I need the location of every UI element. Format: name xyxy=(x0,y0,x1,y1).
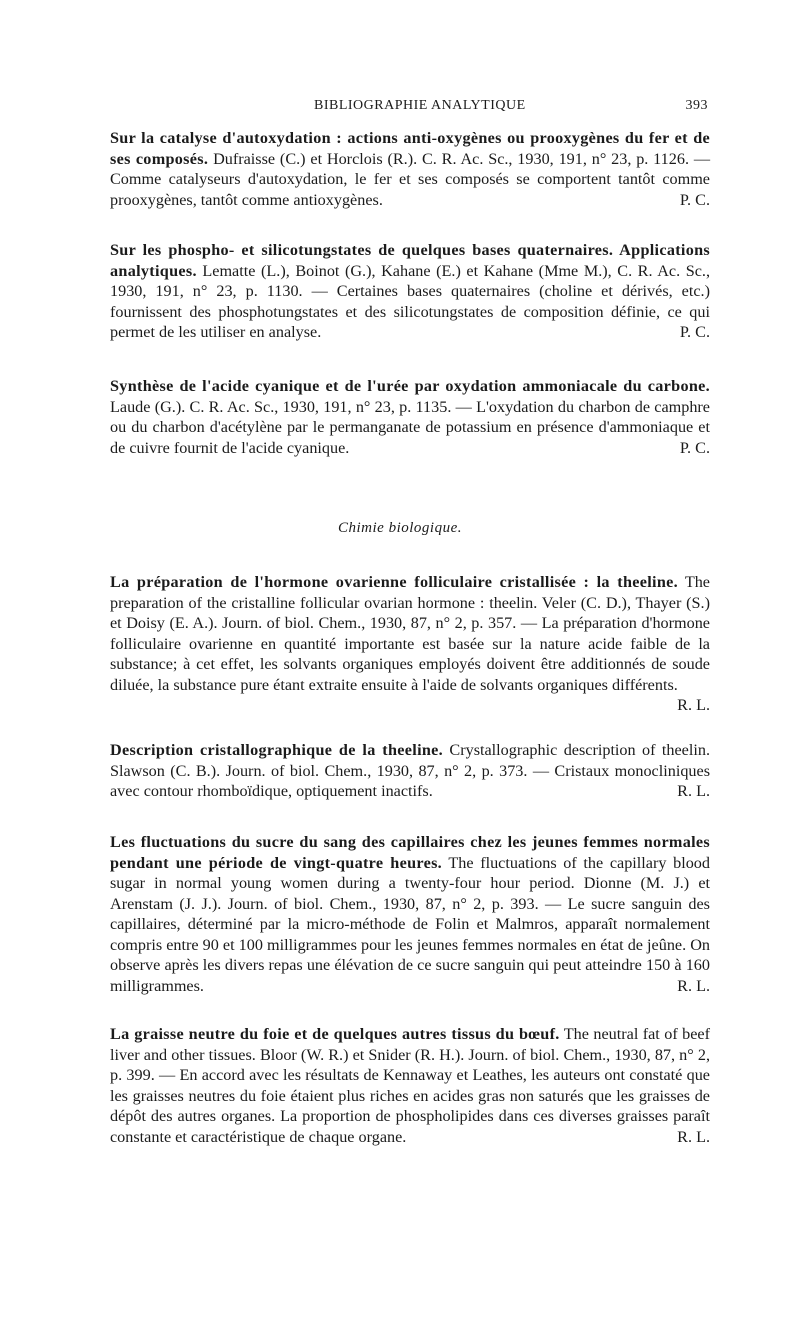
entry-signature: R. L. xyxy=(677,976,710,995)
abstract-entry-theeline-preparation xyxy=(110,572,710,716)
entry-body: The preparation of the cristalline follicular ovarian hormone : theelin. Veler (C. D.), Thayer (S.) et Doisy (E. A.). Journ. of biol. Chem., 1930, 87, n° 2, p. 357. — La préparation d'hormone folliculaire ovarienne en quantité importante est basée sur la nature acide faible de la substance; à cet effet, les solvants organiques employés doivent être additionnés de soude diluée, la substance pure étant extraite ensuite à l'aide de solvants organiques différents. xyxy=(110,573,710,694)
running-header xyxy=(110,98,708,118)
entry-heading: La graisse neutre du foie et de quelques autres tissus du bœuf. xyxy=(110,1025,560,1043)
entry-signature: R. L. xyxy=(677,782,710,800)
abstract-entry-theeline-cristallo xyxy=(110,740,710,802)
entry-signature: P. C. xyxy=(679,438,710,457)
abstract-entry-phosphotungstates xyxy=(110,240,710,343)
entry-body: Dufraisse (C.) et Horclois (R.). C. R. Ac. Sc., 1930, 191, n° 23, p. 1126. — Comme catalyseurs d'autoxydation, le fer et ses composés se comportent tantôt comme prooxygènes, tantôt comme antioxygènes. xyxy=(110,149,711,209)
abstract-entry-catalyse xyxy=(110,128,710,210)
entry-heading: Description cristallographique de la theeline. xyxy=(110,741,443,759)
entry-body: Laude (G.). C. R. Ac. Sc., 1930, 191, n° 23, p. 1135. — L'oxydation du charbon de camphre ou du charbon d'acétylène par le permanganate de potassium en présence d'ammoniaque et de cuivre fournit de l'acide cyanique. xyxy=(110,397,710,457)
abstract-entry-acide-cyanique xyxy=(110,376,710,458)
entry-signature: R. L. xyxy=(677,1127,710,1146)
entry-body: Lematte (L.), Boinot (G.), Kahane (E.) et Kahane (Mme M.), C. R. Ac. Sc., 1930, 191, n° 23, p. 1130. — Certaines bases quaternaires (choline et dérivés, etc.) fournissent des phosphotungstates et des silicotungstates de composition définie, ce qui permet de les utiliser en analyse. xyxy=(110,261,710,341)
entry-signature: P. C. xyxy=(679,190,710,209)
entry-heading: Sur les phospho- et silicotungstates de quelques bases quaternaires. Applications analytiques. xyxy=(110,241,710,280)
running-title: BIBLIOGRAPHIE ANALYTIQUE xyxy=(314,98,526,113)
entry-heading: Sur la catalyse d'autoxydation : actions anti-oxygènes ou prooxygènes du fer et de ses composés. xyxy=(110,129,710,168)
entry-heading: Synthèse de l'acide cyanique et de l'urée par oxydation ammoniacale du carbone. xyxy=(110,377,710,395)
entry-heading: La préparation de l'hormone ovarienne folliculaire cristallisée : la theeline. xyxy=(110,573,678,591)
entry-body: Crystallographic description of theelin. Slawson (C. B.). Journ. of biol. Chem., 1930, 87, n° 2, p. 373. — Cristaux monocliniques avec contour rhomboïdique, optiquement inactifs. xyxy=(110,741,710,800)
abstract-entry-graisse-neutre xyxy=(110,1024,710,1147)
entry-body: The fluctuations of the capillary blood sugar in normal young women during a twenty-four hour period. Dionne (M. J.) et Arenstam (J. J.). Journ. of biol. Chem., 1930, 87, n° 2, p. 393. — Le sucre sanguin des capillaires, déterminé par la micro-méthode de Folin et Malmros, apparaît normalement compris entre 90 et 100 milligrammes pour les jeunes femmes normales en état de jeûne. On observe après les divers repas une élévation de ce sucre sanguin qui peut atteindre 150 à 160 milligrammes. xyxy=(110,853,710,995)
section-title: Chimie biologique. xyxy=(338,520,462,536)
page-number: 393 xyxy=(685,98,708,113)
entry-body: The neutral fat of beef liver and other tissues. Bloor (W. R.) et Snider (R. H.). Journ. of biol. Chem., 1930, 87, n° 2, p. 399. — En accord avec les résultats de Kennaway et Leathes, les auteurs ont constaté que les graisses neutres du foie étaient plus riches en acides gras non saturés que les graisses de dépôt des autres organes. La proportion de phospholipides dans ces diverses graisses paraît constante et caractéristique de chaque organe. xyxy=(110,1025,710,1146)
entry-signature: P. C. xyxy=(679,323,710,341)
entry-heading: Les fluctuations du sucre du sang des capillaires chez les jeunes femmes normales pendant une période de vingt-quatre heures. xyxy=(110,833,710,872)
entry-signature: R. L. xyxy=(677,696,710,714)
abstract-entry-sucre-sang xyxy=(110,832,710,996)
